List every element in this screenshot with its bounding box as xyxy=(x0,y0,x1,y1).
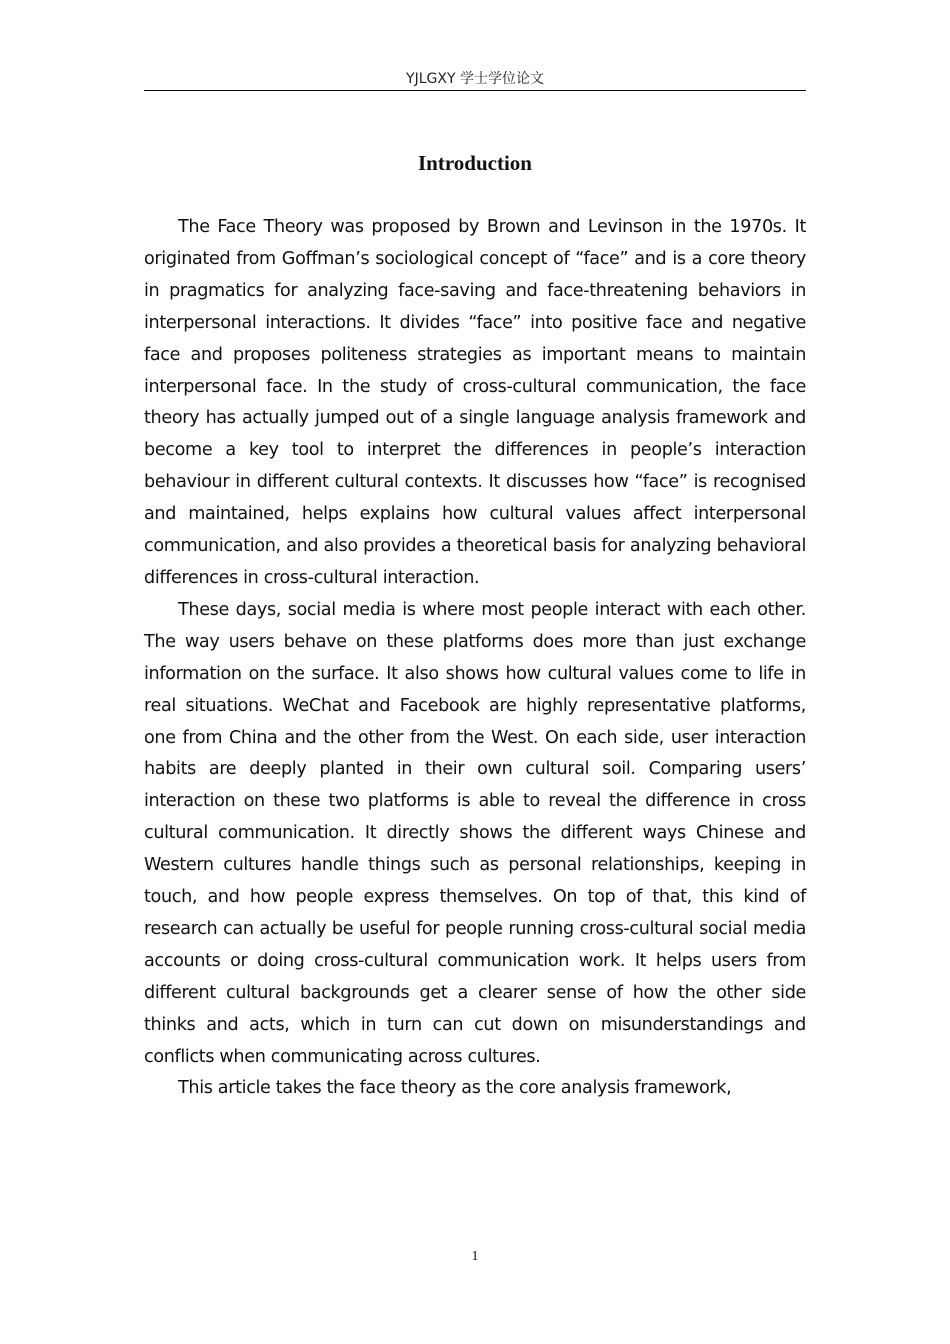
paragraph-2: These days, social media is where most people interact with each other. The way users behave on these platforms does more than just exchange information on the surface. It also shows how cultural values come to life in real situations. WeChat and Facebook are highly representative platforms, one from China and the other from the West. On each side, user interaction habits are deeply planted in their own cultural soil. Comparing users’ interaction on these two platforms is able to reveal the difference in cross cultural communication. It directly shows the different ways Chinese and Western cultures handle things such as personal relationships, keeping in touch, and how people express themselves. On top of that, this kind of research can actually be useful for people running cross-cultural social media accounts or doing cross-cultural communication work. It helps users from different cultural backgrounds get a clearer sense of how the other side thinks and acts, which in turn can cut down on misunderstandings and conflicts when communicating across cultures. xyxy=(144,599,806,1067)
running-header: YJLGXY 学士学位论文 xyxy=(406,71,544,87)
page-number: 1 xyxy=(471,1249,479,1264)
header-rule xyxy=(144,90,806,91)
body-text xyxy=(144,212,806,1105)
paragraph-3: This article takes the face theory as the core analysis framework, xyxy=(178,1078,732,1099)
section-title: Introduction xyxy=(418,151,532,175)
paragraph-1: The Face Theory was proposed by Brown and Levinson in the 1970s. It originated from Goffman’s sociological concept of “face” and is a core theory in pragmatics for analyzing face-saving and face-threatening behaviors in interpersonal interactions. It divides “face” into positive face and negative face and proposes politeness strategies as important means to maintain interpersonal face. In the study of cross-cultural communication, the face theory has actually jumped out of a single language analysis framework and become a key tool to interpret the differences in people’s interaction behaviour in different cultural contexts. It discusses how “face” is recognised and maintained, helps explains how cultural values affect interpersonal communication, and also provides a theoretical basis for analyzing behavioral differences in cross-cultural interaction. xyxy=(144,217,806,588)
